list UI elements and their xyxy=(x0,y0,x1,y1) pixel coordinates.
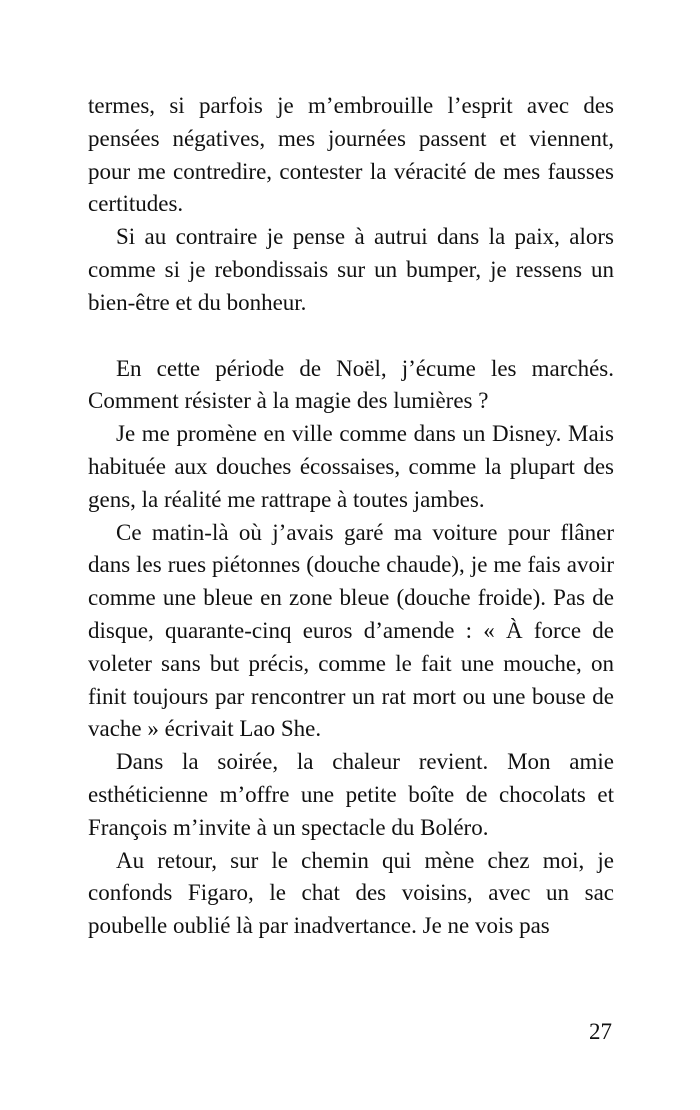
paragraph: Je me promène en ville comme dans un Disney. Mais habituée aux douches écossaises, comme la plupart des gens, la réalité me rattrape à toutes jambes. xyxy=(88,421,614,512)
page-number: 27 xyxy=(589,1019,612,1044)
paragraph-continued: termes, si parfois je m’embrouille l’esprit avec des pensées négatives, mes journées passent et viennent, pour me contredire, contester la véracité de mes fausses certitudes. xyxy=(88,93,614,217)
paragraph: Si au contraire je pense à autrui dans la paix, alors comme si je rebondissais sur un bumper, je ressens un bien-être et du bonheur. xyxy=(88,224,614,315)
page-body xyxy=(88,90,614,943)
paragraph: En cette période de Noël, j’écume les marchés. Comment résister à la magie des lumières ? xyxy=(88,355,614,414)
section-break xyxy=(88,320,614,353)
paragraph: Dans la soirée, la chaleur revient. Mon amie esthéticienne m’offre une petite boîte de chocolats et François m’invite à un spectacle du Boléro. xyxy=(88,749,614,840)
paragraph: Ce matin-là où j’avais garé ma voiture pour flâner dans les rues piétonnes (douche chaude), je me fais avoir comme une bleue en zone bleue (douche froide). Pas de disque, quarante-cinq euros d’amende : « À force de voleter sans but précis, comme le fait une mouche, on finit toujours par rencontrer un rat mort ou une bouse de vache » écrivait Lao She. xyxy=(88,519,614,742)
paragraph: Au retour, sur le chemin qui mène chez moi, je confonds Figaro, le chat des voisins, avec un sac poubelle oublié là par inadvertance. Je ne vois pas xyxy=(88,847,614,939)
